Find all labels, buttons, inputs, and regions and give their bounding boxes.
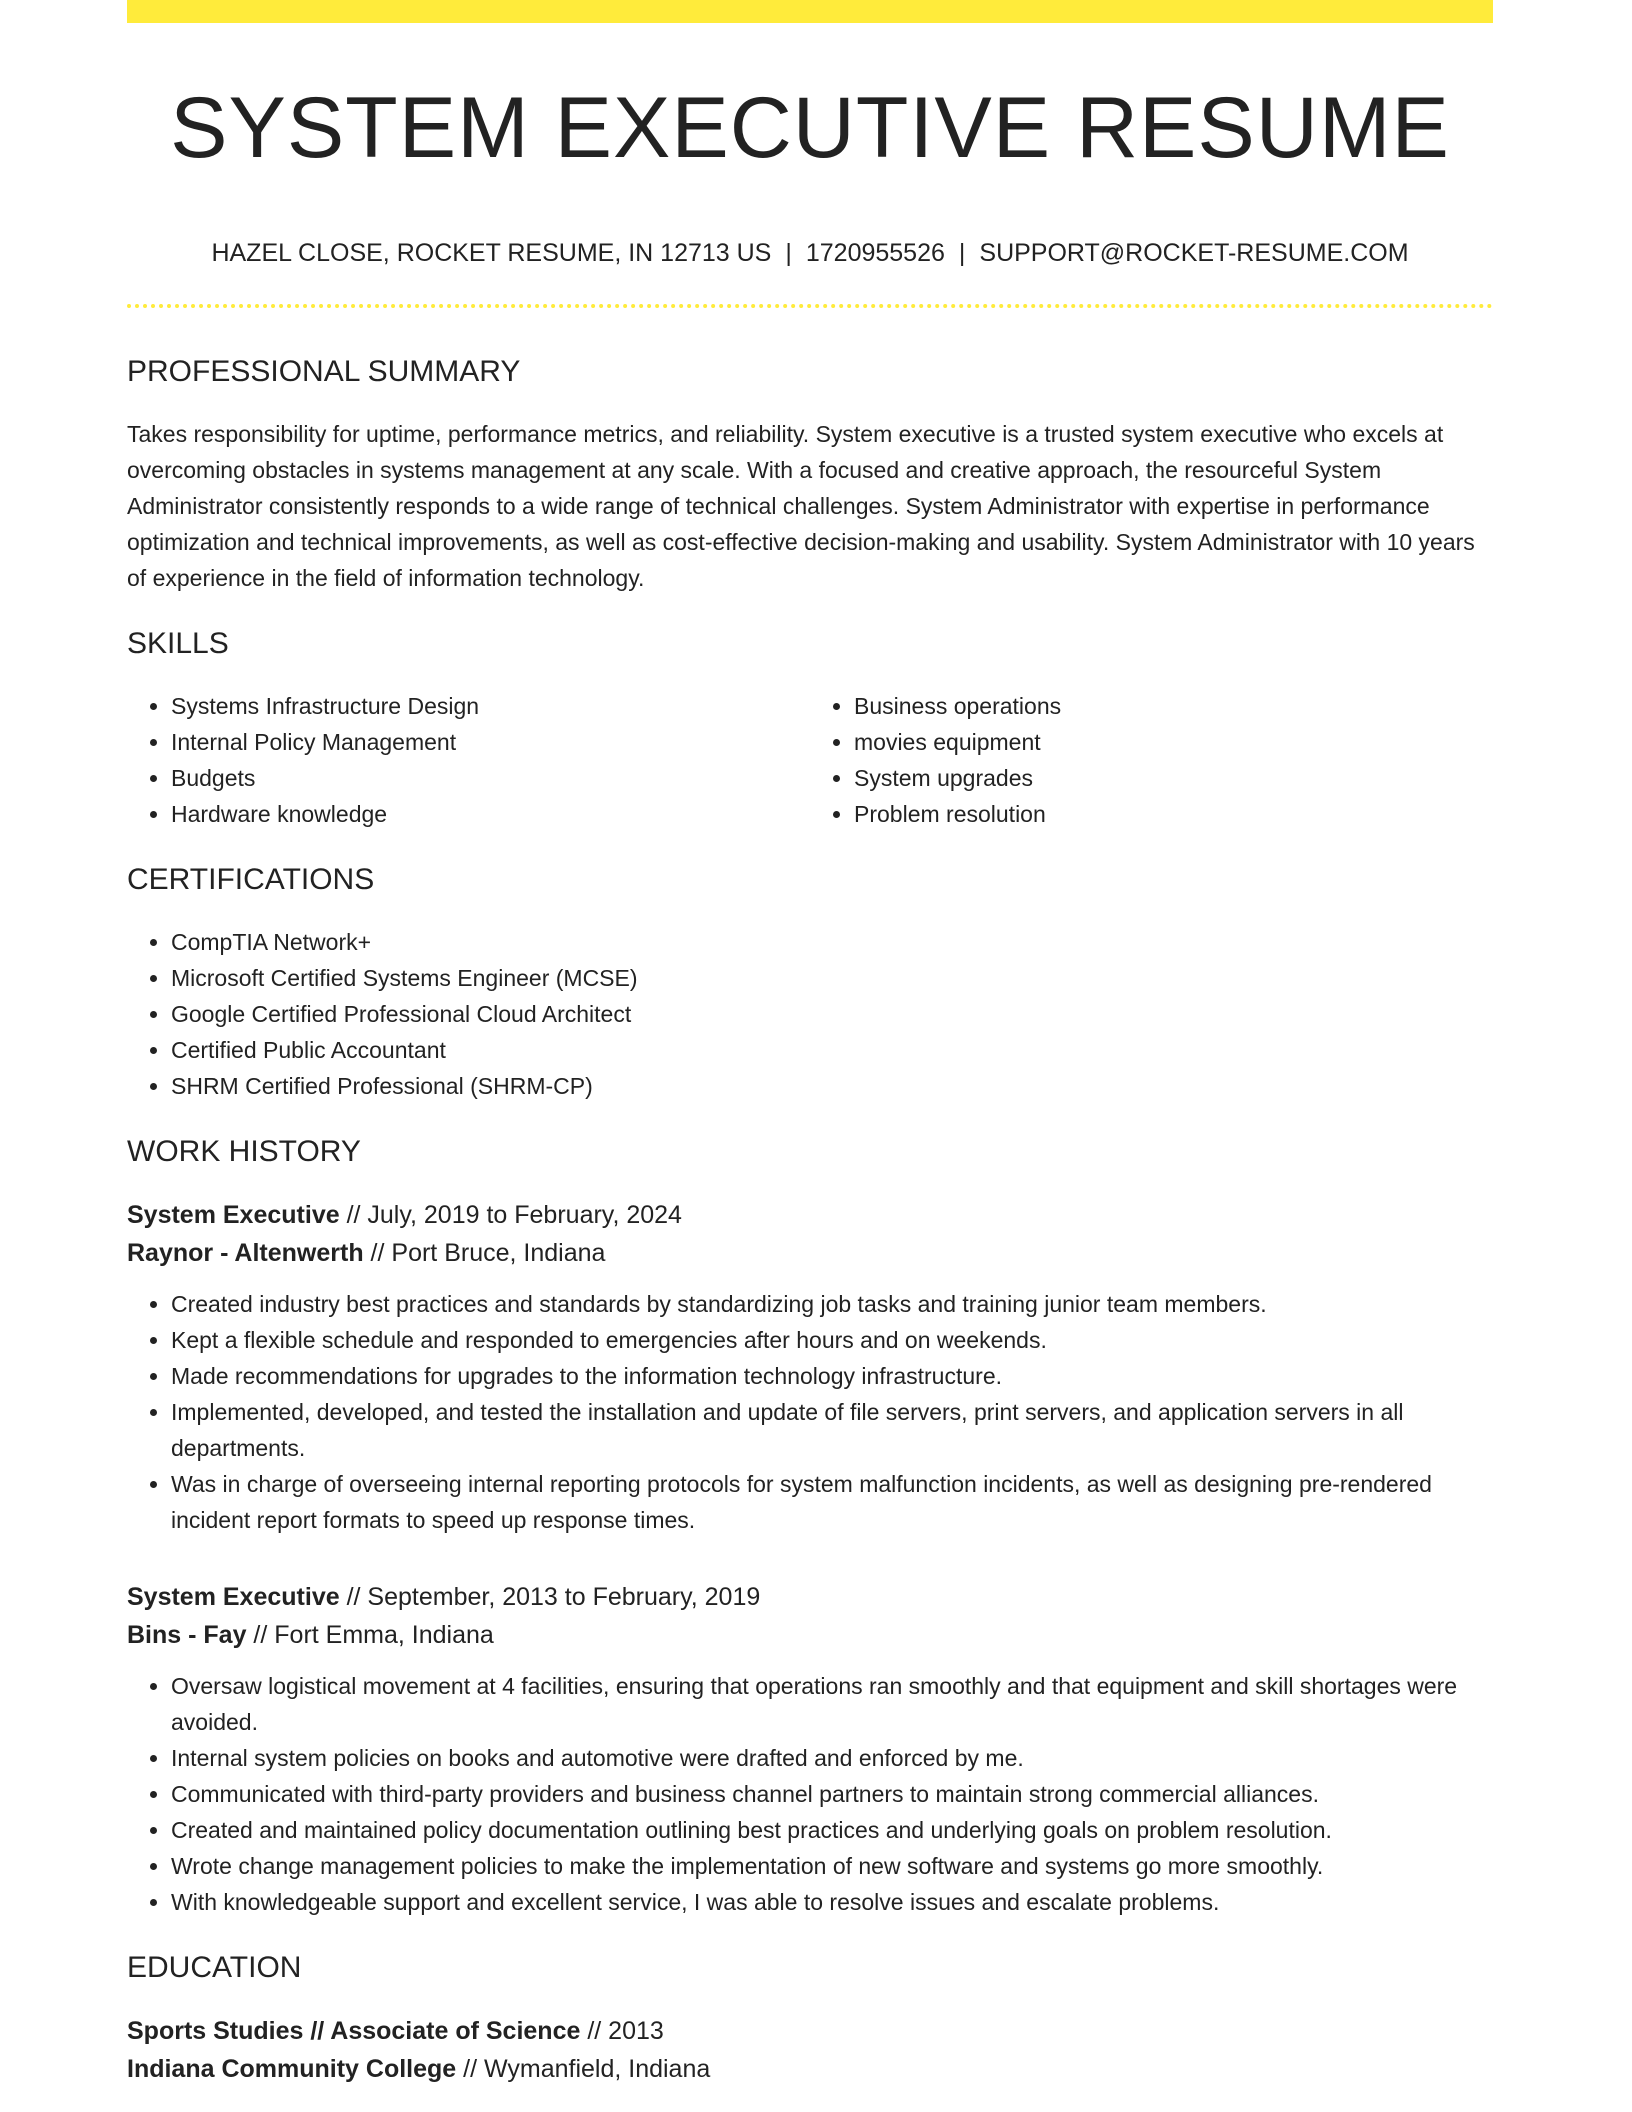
job-company: Raynor - Altenwerth <box>127 1239 364 1267</box>
education-section <box>127 1948 1493 2088</box>
resume-content <box>127 352 1493 2088</box>
job-bullets <box>127 1286 1493 1538</box>
job-title-line <box>127 1578 1493 1616</box>
contact-line <box>127 236 1493 270</box>
education-degree-line <box>127 2012 1493 2050</box>
skills-heading: SKILLS <box>127 627 229 660</box>
summary-text: Takes responsibility for uptime, performance metrics, and reliability. System executive is a trusted system executive who excels at overcoming obstacles in systems management at any scale. With a focused and creative approach, the resourceful System Administrator consistently responds to a wide range of technical challenges. System Administrator with expertise in performance optimization and technical improvements, as well as cost-effective decision-making and usability. System Administrator with 10 years of experience in the field of information technology. <box>127 421 1475 591</box>
contact-phone: 1720955526 <box>805 239 945 267</box>
certification-item: • Google Certified Professional Cloud Architect <box>171 996 1493 1032</box>
education-school: Indiana Community College <box>127 2055 457 2083</box>
job-bullet: • Implemented, developed, and tested the installation and update of file servers, print servers, and application servers in all departments. <box>171 1394 1493 1466</box>
skills-left-list <box>127 688 810 832</box>
skills-section <box>127 624 1493 832</box>
contact-separator: | <box>958 239 966 267</box>
job-company-line <box>127 1616 1493 1654</box>
job-bullet: • Oversaw logistical movement at 4 facilities, ensuring that operations ran smoothly and that equipment and skill shortages were avoided. <box>171 1668 1493 1740</box>
certification-item: • Certified Public Accountant <box>171 1032 1493 1068</box>
job-bullets <box>127 1668 1493 1920</box>
skill-item: • Hardware knowledge <box>171 796 810 832</box>
skill-item: • Problem resolution <box>854 796 1493 832</box>
education-year: // 2013 <box>580 2017 664 2045</box>
certifications-list <box>127 924 1493 1104</box>
job-title-line <box>127 1196 1493 1234</box>
certification-item: • SHRM Certified Professional (SHRM-CP) <box>171 1068 1493 1104</box>
job-title: System Executive <box>127 1201 340 1229</box>
skill-item: • movies equipment <box>854 724 1493 760</box>
job-bullet: • Communicated with third-party providers and business channel partners to maintain strong commercial alliances. <box>171 1776 1493 1812</box>
skill-item: • Business operations <box>854 688 1493 724</box>
skill-item: • Budgets <box>171 760 810 796</box>
education-location: // Wymanfield, Indiana <box>456 2055 711 2083</box>
job-title: System Executive <box>127 1583 340 1611</box>
skills-columns <box>127 688 1493 832</box>
work-history-section <box>127 1132 1493 1920</box>
job-bullet: • Internal system policies on books and automotive were drafted and enforced by me. <box>171 1740 1493 1776</box>
certification-item: • Microsoft Certified Systems Engineer (MCSE) <box>171 960 1493 996</box>
contact-address: HAZEL CLOSE, ROCKET RESUME, IN 12713 US <box>211 239 772 267</box>
job-bullet: • Made recommendations for upgrades to the information technology infrastructure. <box>171 1358 1493 1394</box>
certification-item: • CompTIA Network+ <box>171 924 1493 960</box>
skills-right-list <box>810 688 1493 832</box>
job-entry <box>127 1196 1493 1538</box>
skill-item: • Internal Policy Management <box>171 724 810 760</box>
job-entry <box>127 1578 1493 1920</box>
certifications-heading: CERTIFICATIONS <box>127 863 375 896</box>
job-location: // Port Bruce, Indiana <box>363 1239 606 1267</box>
job-bullet: • Kept a flexible schedule and responded to emergencies after hours and on weekends. <box>171 1322 1493 1358</box>
job-bullet: • With knowledgeable support and excellent service, I was able to resolve issues and escalate problems. <box>171 1884 1493 1920</box>
work-history-heading: WORK HISTORY <box>127 1135 361 1168</box>
job-dates: // July, 2019 to February, 2024 <box>339 1201 682 1229</box>
contact-email: SUPPORT@ROCKET-RESUME.COM <box>979 239 1409 267</box>
job-bullet: • Wrote change management policies to make the implementation of new software and systems go more smoothly. <box>171 1848 1493 1884</box>
dotted-divider <box>127 304 1493 308</box>
education-heading: EDUCATION <box>127 1951 302 1984</box>
job-company-line <box>127 1234 1493 1272</box>
job-company: Bins - Fay <box>127 1621 247 1649</box>
skill-item: • System upgrades <box>854 760 1493 796</box>
job-bullet: • Was in charge of overseeing internal reporting protocols for system malfunction incidents, as well as designing pre-rendered incident report formats to speed up response times. <box>171 1466 1493 1538</box>
job-location: // Fort Emma, Indiana <box>246 1621 494 1649</box>
resume-title: SYSTEM EXECUTIVE RESUME <box>170 80 1450 176</box>
top-accent-bar <box>127 0 1493 23</box>
contact-separator: | <box>785 239 792 267</box>
job-dates: // September, 2013 to February, 2019 <box>339 1583 761 1611</box>
skill-item: • Systems Infrastructure Design <box>171 688 810 724</box>
education-degree: Sports Studies // Associate of Science <box>127 2017 581 2045</box>
summary-heading: PROFESSIONAL SUMMARY <box>127 355 521 388</box>
education-school-line <box>127 2050 1493 2088</box>
certifications-section <box>127 860 1493 1104</box>
summary-section <box>127 352 1493 596</box>
job-bullet: • Created and maintained policy documentation outlining best practices and underlying goals on problem resolution. <box>171 1812 1493 1848</box>
job-bullet: • Created industry best practices and standards by standardizing job tasks and training junior team members. <box>171 1286 1493 1322</box>
